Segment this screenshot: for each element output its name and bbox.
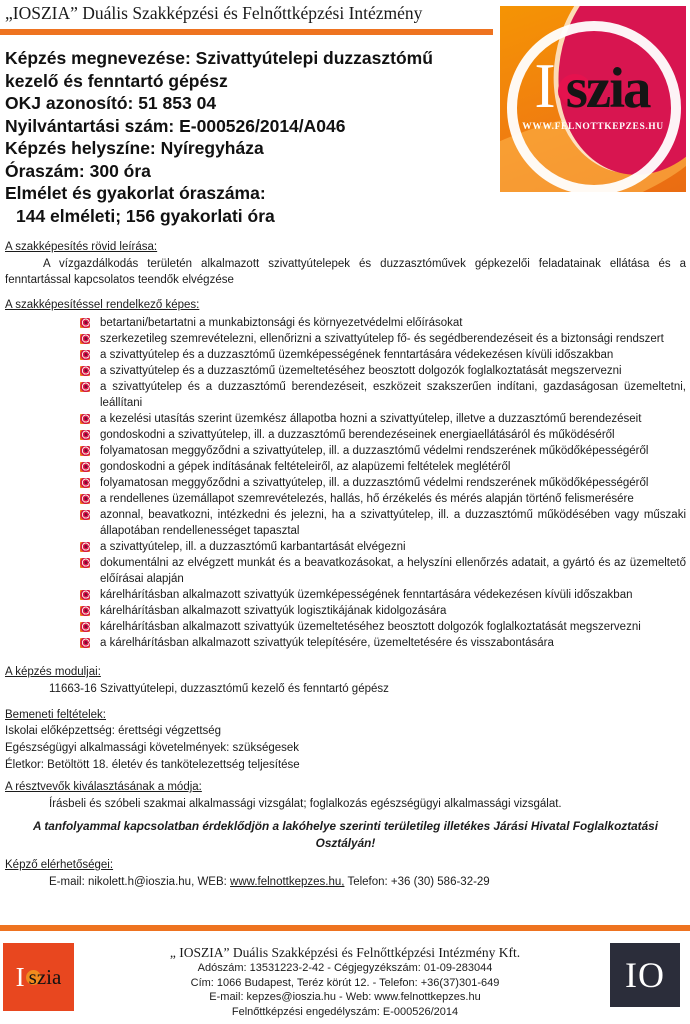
competence-list-item: szerkezetileg szemrevételezni, ellenőrizni a szivattyútelep fő- és segédberendezéseit és a biztonsági rendszert (80, 331, 686, 347)
ioszia-bullet-icon (80, 606, 90, 616)
competence-list-item: a szivattyútelep, ill. a duzzasztómű karbantartását elvégezni (80, 539, 686, 555)
ioszia-bullet-icon (80, 462, 90, 472)
ioszia-bullet-icon (80, 638, 90, 648)
ioszia-logo (500, 6, 686, 192)
contact-prefix: E-mail: nikolett.h@ioszia.hu, WEB: (49, 876, 231, 888)
module-line: 11663-16 Szivattyútelepi, duzzasztómű kezelő és fenntartó gépész (49, 683, 389, 695)
competence-list-item: kárelhárításban alkalmazott szivattyúk üzemeltetéséhez beosztott dolgozók foglalkoztatását megszervezni (80, 619, 686, 635)
section-heading-competences: A szakképesítéssel rendelkező képes: (5, 299, 200, 311)
competence-list-item: azonnal, beavatkozni, intézkedni és jelezni, ha a szivattyútelep, ill. a duzzasztómű működésében vagy műszaki állapotában rendellenességet tapasztal (80, 507, 686, 539)
footer-logo-letter-i: I (15, 961, 25, 992)
contact-line (5, 874, 686, 890)
competence-list-item: dokumentálni az elvégzett munkát és a beavatkozásokat, a helyszíni ellenőrzés adatait, a gyártó és az üzemeltető előírásai alapján (80, 555, 686, 587)
institute-header-title: „IOSZIA” Duális Szakképzési és Felnőttképzési Intézmény (5, 3, 423, 23)
footer-io-monogram-logo: IO (610, 943, 680, 1007)
selection-method-line: Írásbeli és szóbeli szakmai alkalmassági vizsgálat; foglalkozás egészségügyi alkalmassági vizsgálat. (49, 798, 562, 810)
document-body (5, 240, 686, 890)
contact-suffix: Telefon: +36 (30) 586-32-29 (344, 876, 490, 888)
course-detail-line: Nyilvántartási szám: E-000526/2014/A046 (5, 115, 346, 136)
footer-company-name: „ IOSZIA” Duális Szakképzési és Felnőttképzési Intézmény Kft. (169, 945, 521, 960)
competence-list-item: folyamatosan meggyőződni a szivattyútelep, ill. a duzzasztómű védelmi rendszerének működőképességéről (80, 443, 686, 459)
course-detail-line: Képzés megnevezése: Szivattyútelepi duzzasztómű (5, 48, 433, 68)
section-heading-selection-method: A résztvevők kiválasztásának a módja: (5, 781, 202, 793)
entry-requirement-line: Életkor: Betöltött 18. életév és tankötelezettség teljesítése (5, 759, 300, 771)
ioszia-bullet-icon (80, 478, 90, 488)
ioszia-bullet-icon (80, 558, 90, 568)
footer-contact-line: Adószám: 13531223-2-42 - Cégjegyzékszám: 01-09-283044 (197, 962, 493, 974)
header-divider (0, 29, 493, 35)
ioszia-bullet-icon (80, 430, 90, 440)
ioszia-bullet-icon (80, 590, 90, 600)
website-link[interactable]: www.felnottkepzes.hu, (230, 876, 345, 888)
competence-list-item: gondoskodni a szivattyútelep, ill. a duzzasztómű berendezéseinek energiaellátásáról és működéséről (80, 427, 686, 443)
entry-requirement-line: Egészségügyi alkalmassági követelmények: szükségesek (5, 742, 300, 754)
ioszia-bullet-icon (80, 350, 90, 360)
footer-contact-lines (90, 961, 600, 1019)
footer-contact-line: Felnőttképzési engedélyszám: E-000526/2014 (231, 1005, 459, 1018)
entry-requirement-lines (5, 723, 686, 774)
footer-contact-block (90, 945, 600, 1019)
ioszia-bullet-icon (80, 382, 90, 392)
course-detail-line: OKJ azonosító: 51 853 04 (5, 93, 217, 113)
section-heading-short-description: A szakképesítés rövid leírása: (5, 241, 158, 253)
course-detail-line: kezelő és fenntartó gépész (5, 70, 228, 91)
competence-list-item: gondoskodni a gépek indításának feltételeiről, az alapüzemi feltételek meglétéről (80, 459, 686, 475)
competence-list-item: betartani/betartatni a munkabiztonsági és környezetvédelmi előírásokat (80, 315, 686, 331)
competence-list-item: a kezelési utasítás szerint üzemkész állapotba hozni a szivattyútelep, illetve a duzzasztómű berendezéseit (80, 411, 686, 427)
ioszia-bullet-icon (80, 334, 90, 344)
logo-letters-szia: szia (565, 57, 650, 120)
competence-list-item: a szivattyútelep és a duzzasztómű üzemeltetéséhez beosztott dolgozók foglalkoztatását megszervezni (80, 363, 686, 379)
ioszia-bullet-icon (80, 542, 90, 552)
short-description-paragraph: A vízgazdálkodás területén alkalmazott szivattyútelepek és duzzasztóművek gépkezelői feladatainak ellátása és a fenntartással kapcsolatos teendők elvégzése (5, 258, 686, 286)
ioszia-bullet-icon (80, 622, 90, 632)
course-detail-line: Képzés helyszíne: Nyíregyháza (5, 138, 264, 158)
competence-list-item: a szivattyútelep és a duzzasztómű berendezéseit, eszközeit szakszerűen indítani, gazdaságosan üzemeltetni, leállítani (80, 379, 686, 411)
footer-ioszia-logo (3, 943, 74, 1011)
course-details (5, 47, 501, 227)
competence-list-item: a kárelhárításban alkalmazott szivattyúk telepítésére, üzemeltetésére és visszabontására (80, 635, 686, 651)
competence-list-item: kárelhárításban alkalmazott szivattyúk üzemképességének fenntartására védekezésen kívüli időszakban (80, 587, 686, 603)
section-heading-entry-requirements: Bemeneti feltételek: (5, 709, 107, 721)
competence-list-item: kárelhárításban alkalmazott szivattyúk logisztikájának kidolgozására (80, 603, 686, 619)
entry-requirement-line: Iskolai előképzettség: érettségi végzettség (5, 725, 222, 737)
footer-contact-line: Cím: 1066 Budapest, Teréz körút 12. - Telefon: +36(37)301-649 (190, 976, 500, 989)
course-detail-line: 144 elméleti; 156 gyakorlati óra (16, 205, 275, 226)
ioszia-bullet-icon (80, 494, 90, 504)
ioszia-bullet-icon (80, 446, 90, 456)
job-office-notice: A tanfolyammal kapcsolatban érdeklődjön a lakóhelye szerinti területileg illetékes Járási Hivatal Foglalkoztatási Osztályán! (32, 819, 659, 850)
course-detail-line: Elmélet és gyakorlat óraszáma: (5, 183, 266, 203)
section-heading-contact: Képző elérhetőségei: (5, 859, 114, 871)
ioszia-bullet-icon (80, 318, 90, 328)
ioszia-bullet-icon (80, 414, 90, 424)
ioszia-bullet-icon (80, 366, 90, 376)
course-detail-line: Óraszám: 300 óra (5, 160, 151, 181)
competence-list-item: folyamatosan meggyőződni a szivattyútelep, ill. a duzzasztómű védelmi rendszerének működőképességéről (80, 475, 686, 491)
footer-divider (0, 925, 690, 931)
section-heading-modules: A képzés moduljai: (5, 666, 101, 678)
logo-website-text: WWW.FELNOTTKEPZES.HU (522, 122, 664, 132)
logo-letter-i: I (534, 50, 556, 121)
competence-list (5, 315, 686, 651)
competence-list-item: a szivattyútelep és a duzzasztómű üzemképességének fenntartására védekezésen kívüli időszakban (80, 347, 686, 363)
ioszia-bullet-icon (80, 510, 90, 520)
footer-contact-line: E-mail: kepzes@ioszia.hu - Web: www.felnottkepzes.hu (209, 991, 481, 1003)
competence-list-item: a rendellenes üzemállapot szemrevételezés, hallás, hő érzékelés és mérés alapján történő felismerésére (80, 491, 686, 507)
footer-logo-letters-szia: szia (28, 964, 62, 989)
